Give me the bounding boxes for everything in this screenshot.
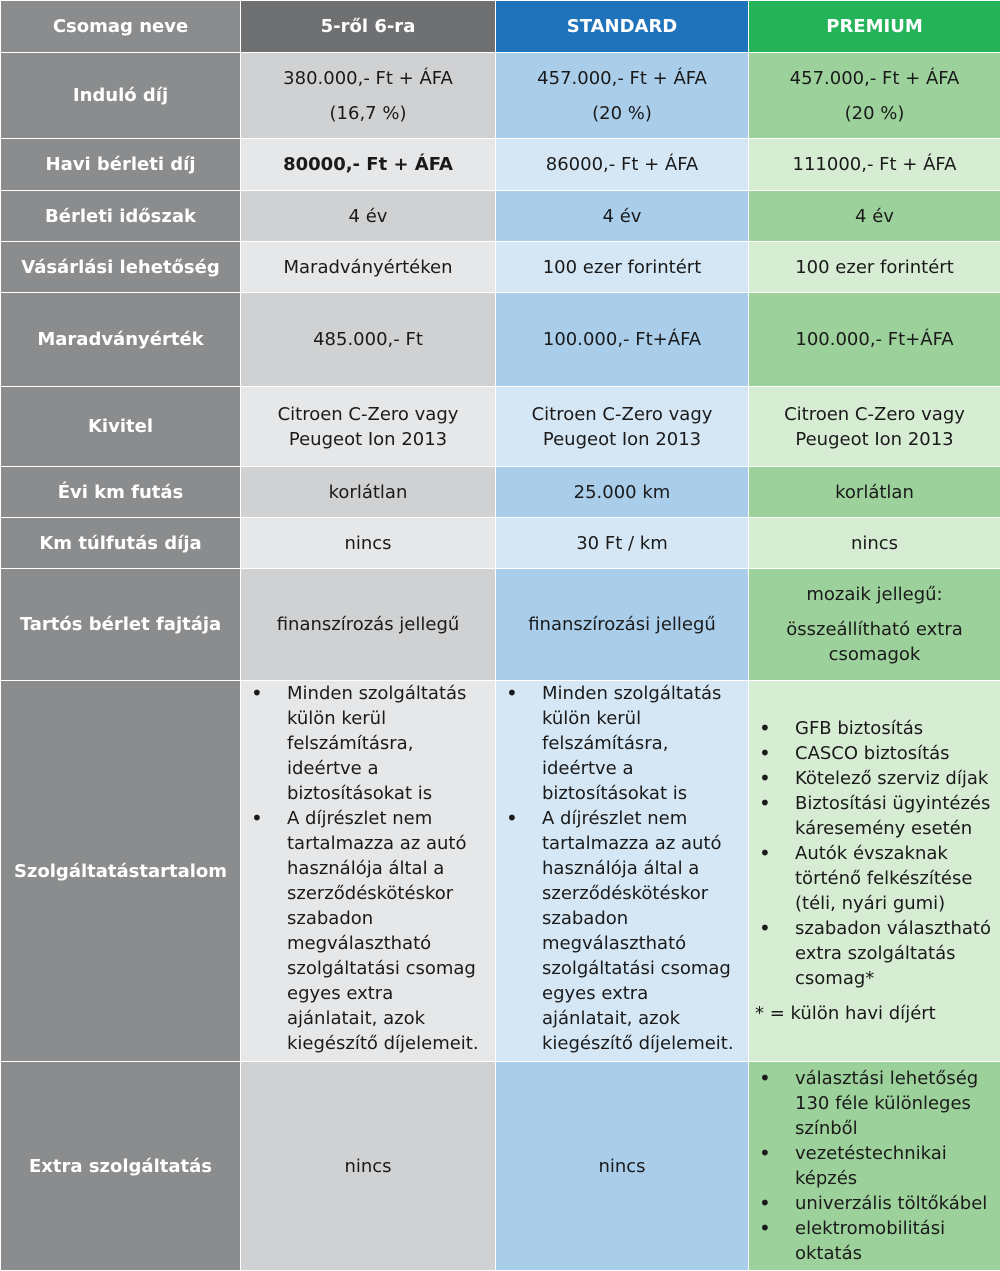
row-tartos-berlet-fajtaja [1, 569, 1000, 681]
cell-premium: nincs [749, 518, 1000, 569]
header-col-standard: STANDARD [496, 1, 749, 53]
row-label: Szolgáltatástartalom [1, 681, 241, 1062]
cell-5-6: nincs [241, 518, 496, 569]
row-label: Bérleti időszak [1, 191, 241, 242]
list-item: • GFB biztosítás [749, 716, 992, 741]
cell-standard: 25.000 km [496, 467, 749, 518]
cell-standard: finanszírozási jellegű [496, 569, 749, 681]
row-kivitel [1, 387, 1000, 467]
row-km-tulfutas-dija [1, 518, 1000, 569]
cell-5-6: Maradványértéken [241, 242, 496, 293]
cell-5-6: 485.000,- Ft [241, 293, 496, 387]
cell-standard [496, 53, 749, 139]
type-line: összeállítható extra [749, 617, 1000, 642]
cell-standard: 30 Ft / km [496, 518, 749, 569]
cell-5-6: korlátlan [241, 467, 496, 518]
row-label: Tartós bérlet fajtája [1, 569, 241, 681]
cell-standard: 86000,- Ft + ÁFA [496, 139, 749, 191]
cell-premium: 100 ezer forintért [749, 242, 1000, 293]
header-col-premium: PREMIUM [749, 1, 1000, 53]
list-item: • CASCO biztosítás [749, 741, 992, 766]
header-col-5-6: 5-ről 6-ra [241, 1, 496, 53]
price-line: 380.000,- Ft + ÁFA [241, 66, 495, 91]
row-label: Havi bérleti díj [1, 139, 241, 191]
cell-5-6 [241, 387, 496, 467]
cell-premium [749, 1062, 1000, 1271]
list-item: • Biztosítási ügyintézés káresemény esetén [749, 791, 992, 841]
cell-5-6: 80000,- Ft + ÁFA [241, 139, 496, 191]
cell-5-6: nincs [241, 1062, 496, 1271]
list-item: • elektromobilitási oktatás [749, 1216, 992, 1266]
cell-premium: korlátlan [749, 467, 1000, 518]
row-label: Induló díj [1, 53, 241, 139]
price-line: 457.000,- Ft + ÁFA [496, 66, 748, 91]
list-item: • univerzális töltőkábel [749, 1191, 992, 1216]
header-row [1, 1, 1000, 53]
row-label: Évi km futás [1, 467, 241, 518]
model-line: Citroen C-Zero vagy [749, 402, 1000, 427]
row-label: Km túlfutás díja [1, 518, 241, 569]
list-item: • Minden szolgáltatás külön kerül felszámításra, ideértve a biztosításokat is [496, 681, 740, 806]
row-vasarlasi-lehetoseg [1, 242, 1000, 293]
model-line: Citroen C-Zero vagy [241, 402, 495, 427]
cell-standard [496, 681, 749, 1062]
cell-5-6: finanszírozás jellegű [241, 569, 496, 681]
type-line: mozaik jellegű: [749, 582, 1000, 607]
model-line: Peugeot Ion 2013 [749, 427, 1000, 452]
row-label: Kivitel [1, 387, 241, 467]
percent-line: (16,7 %) [241, 101, 495, 126]
row-maradvanyertek [1, 293, 1000, 387]
cell-premium: 111000,- Ft + ÁFA [749, 139, 1000, 191]
service-list [496, 681, 748, 1056]
list-item: • választási lehetőség 130 féle különleges színből [749, 1066, 992, 1141]
model-line: Peugeot Ion 2013 [241, 427, 495, 452]
row-szolgaltatastartalom [1, 681, 1000, 1062]
list-item: • A díjrészlet nem tartalmazza az autó használója által a szerződéskötéskor szabadon megválasztható szolgáltatási csomag egyes extra ajánlatait, azok kiegészítő díjelemeit. [496, 806, 740, 1056]
cell-premium [749, 53, 1000, 139]
cell-5-6 [241, 681, 496, 1062]
list-item: • A díjrészlet nem tartalmazza az autó használója által a szerződéskötéskor szabadon megválasztható szolgáltatási csomag egyes extra ajánlatait, azok kiegészítő díjelemeit. [241, 806, 487, 1056]
cell-standard: 100 ezer forintért [496, 242, 749, 293]
list-item: • Minden szolgáltatás külön kerül felszámításra, ideértve a biztosításokat is [241, 681, 487, 806]
list-item: • vezetéstechnikai képzés [749, 1141, 992, 1191]
row-indulo-dij [1, 53, 1000, 139]
row-berleti-idoszak [1, 191, 1000, 242]
cell-premium [749, 569, 1000, 681]
row-evi-km-futas [1, 467, 1000, 518]
row-label: Maradványérték [1, 293, 241, 387]
type-line: csomagok [749, 642, 1000, 667]
footnote: * = külön havi díjért [749, 1001, 1000, 1026]
cell-standard: nincs [496, 1062, 749, 1271]
cell-premium: 4 év [749, 191, 1000, 242]
row-label: Vásárlási lehetőség [1, 242, 241, 293]
cell-standard [496, 387, 749, 467]
cell-premium: 100.000,- Ft+ÁFA [749, 293, 1000, 387]
cell-premium [749, 681, 1000, 1062]
extra-list [749, 1066, 1000, 1266]
cell-5-6 [241, 53, 496, 139]
cell-5-6: 4 év [241, 191, 496, 242]
list-item: • szabadon választható extra szolgáltatás csomag* [749, 916, 992, 991]
row-havi-berleti-dij [1, 139, 1000, 191]
price-line: 457.000,- Ft + ÁFA [749, 66, 1000, 91]
cell-standard: 100.000,- Ft+ÁFA [496, 293, 749, 387]
header-package-name: Csomag neve [1, 1, 241, 53]
model-line: Citroen C-Zero vagy [496, 402, 748, 427]
service-list [749, 716, 1000, 991]
percent-line: (20 %) [749, 101, 1000, 126]
row-extra-szolgaltatas [1, 1062, 1000, 1271]
service-list [241, 681, 495, 1056]
cell-premium [749, 387, 1000, 467]
cell-standard: 4 év [496, 191, 749, 242]
row-label: Extra szolgáltatás [1, 1062, 241, 1271]
percent-line: (20 %) [496, 101, 748, 126]
list-item: • Autók évszaknak történő felkészítése (téli, nyári gumi) [749, 841, 992, 916]
list-item: • Kötelező szerviz díjak [749, 766, 992, 791]
model-line: Peugeot Ion 2013 [496, 427, 748, 452]
